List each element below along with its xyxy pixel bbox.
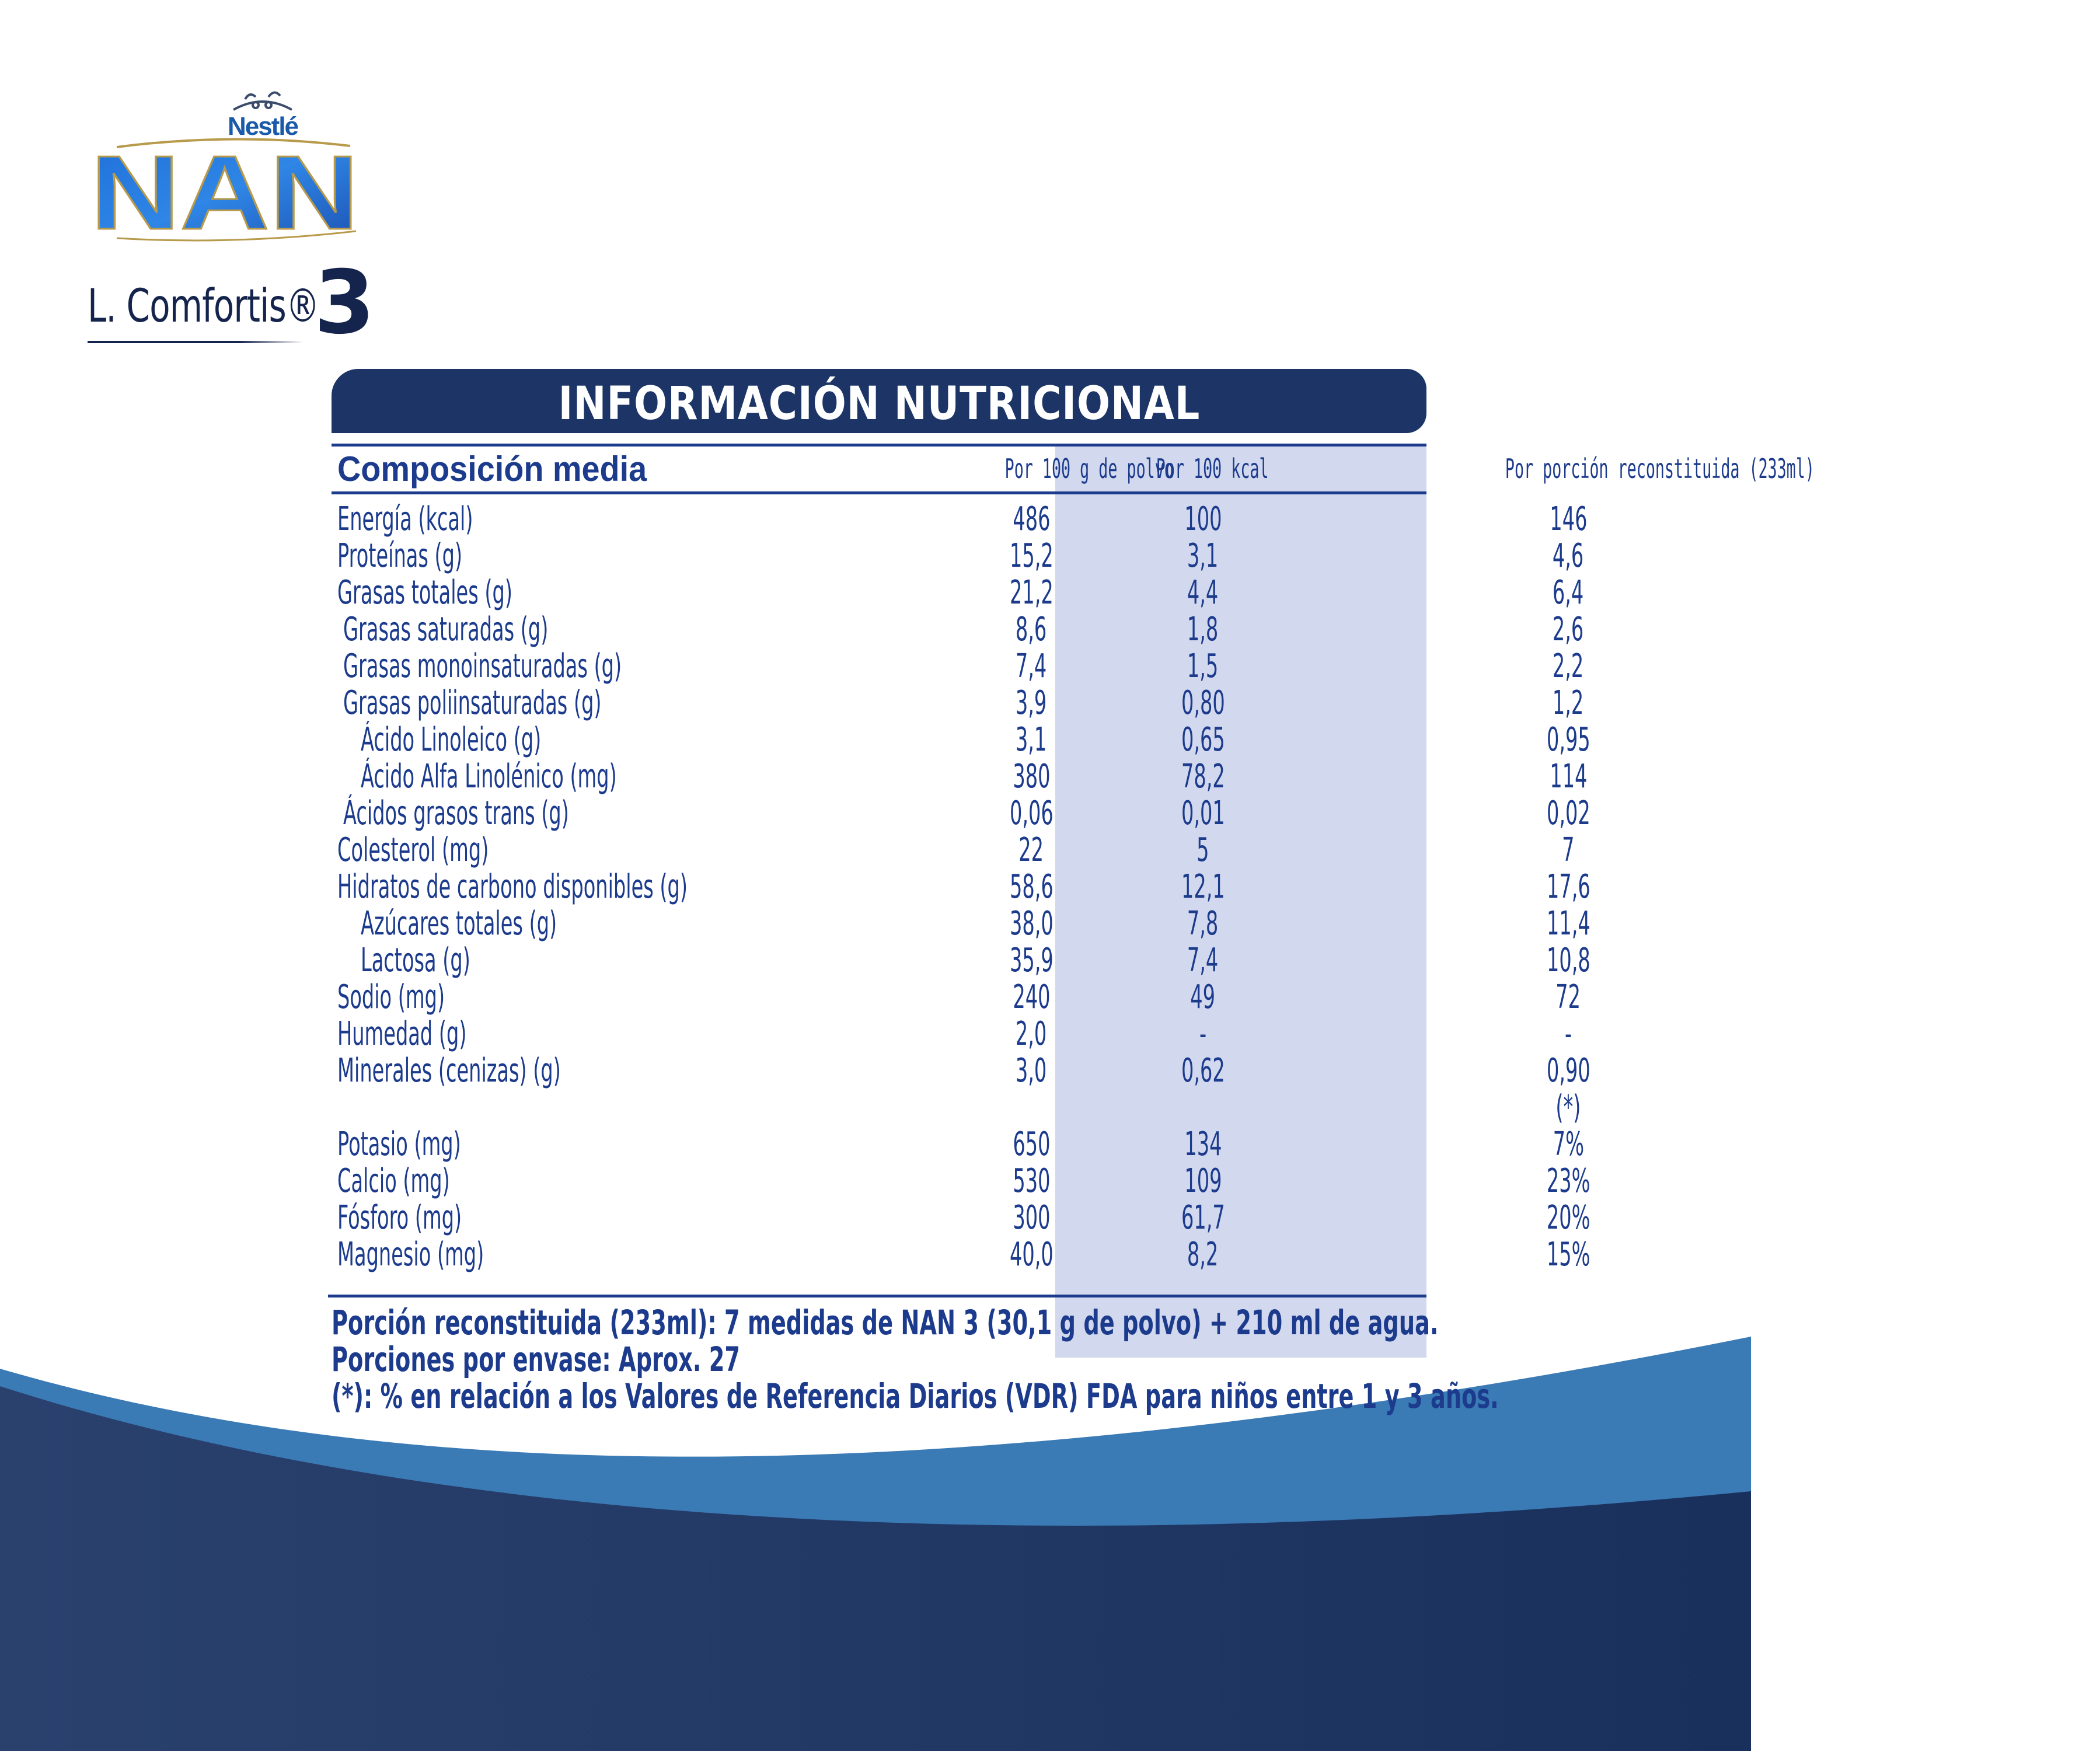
nutrient-label: Minerales (cenizas) (g)	[337, 1052, 561, 1090]
value-per-portion: 4,6	[1553, 537, 1584, 575]
table-row	[332, 721, 1590, 759]
value-per-portion: 0,90	[1546, 1052, 1590, 1090]
value-per-portion: (*)	[1555, 1089, 1581, 1126]
value-per-portion: 7%	[1553, 1125, 1584, 1163]
value-per-100g	[944, 1089, 1119, 1126]
value-per-100kcal: 0,80	[1181, 684, 1225, 722]
nutrient-label: Sodio (mg)	[337, 978, 445, 1016]
value-per-100kcal: 61,7	[1181, 1199, 1225, 1237]
table-row	[332, 684, 1584, 722]
nutrient-label: Ácido Alfa Linolénico (mg)	[361, 758, 617, 796]
header-rule-bottom	[332, 491, 1426, 494]
header-per-100kcal: Por 100 kcal	[1156, 453, 1269, 484]
value-per-100g: 21,2	[1009, 574, 1054, 612]
value-per-100kcal: 12,1	[1181, 868, 1225, 906]
value-per-100kcal: 4,4	[1187, 574, 1219, 612]
table-row	[332, 831, 1575, 869]
value-per-100kcal: 5	[1196, 831, 1209, 869]
nutrient-label: Ácidos grasos trans (g)	[343, 794, 569, 832]
value-per-portion: 72	[1555, 978, 1581, 1016]
nutrient-label: Humedad (g)	[337, 1015, 467, 1053]
value-per-portion: 7	[1562, 831, 1575, 869]
product-underline	[88, 341, 304, 343]
table-row	[332, 1089, 1581, 1126]
nutrient-label: Grasas saturadas (g)	[343, 611, 549, 648]
nutrient-label: Fósforo (mg)	[337, 1199, 462, 1237]
value-per-portion: 23%	[1546, 1162, 1590, 1200]
table-row	[332, 537, 1584, 575]
table-row	[332, 758, 1588, 796]
value-per-100g: 22	[1018, 831, 1044, 869]
value-per-100kcal: 8,2	[1187, 1236, 1219, 1274]
table-row	[332, 574, 1584, 612]
value-per-100g: 40,0	[1009, 1236, 1054, 1274]
value-per-100g: 7,4	[1016, 647, 1047, 685]
value-per-100kcal	[1115, 1089, 1290, 1126]
value-per-100kcal: 49	[1190, 978, 1216, 1016]
brand-logo	[82, 82, 385, 354]
nutrient-label: Grasas totales (g)	[337, 574, 512, 612]
footnote-reference: (*): % en relación a los Valores de Referencia Diarios (VDR) FDA para niños entre 1 y 3 años.	[332, 1376, 1499, 1416]
nutrition-rows	[332, 500, 1590, 1274]
nutrient-label: Lactosa (g)	[361, 941, 470, 979]
value-per-portion: 146	[1549, 500, 1588, 538]
value-per-portion: 15%	[1546, 1236, 1590, 1274]
value-per-portion: 17,6	[1546, 868, 1590, 906]
value-per-100kcal: 1,8	[1187, 611, 1219, 648]
table-row	[332, 1052, 1590, 1090]
footnote-portion: Porción reconstituida (233ml): 7 medidas de NAN 3 (30,1 g de polvo) + 210 ml de agua.	[332, 1303, 1439, 1342]
nutrient-label: Colesterol (mg)	[337, 831, 489, 869]
value-per-100kcal: 78,2	[1181, 758, 1225, 796]
product-line	[88, 252, 391, 354]
table-row	[332, 1015, 1572, 1053]
value-per-100g: 0,06	[1009, 794, 1054, 832]
value-per-portion: 10,8	[1546, 941, 1590, 979]
value-per-100g: 650	[1012, 1125, 1051, 1163]
value-per-100kcal: 109	[1184, 1162, 1222, 1200]
table-row	[332, 611, 1584, 648]
value-per-100g: 380	[1012, 758, 1051, 796]
value-per-100g: 2,0	[1016, 1015, 1047, 1053]
value-per-100g: 15,2	[1009, 537, 1054, 575]
nan-logo-text: NAN	[90, 134, 359, 252]
product-name: L. Comfortis®	[88, 280, 319, 333]
value-per-100kcal: 100	[1184, 500, 1222, 538]
table-row	[332, 1125, 1584, 1163]
value-per-100kcal: 0,62	[1181, 1052, 1225, 1090]
value-per-100g: 3,1	[1016, 721, 1047, 759]
nan-logo	[82, 128, 374, 252]
value-per-100g: 58,6	[1009, 868, 1054, 906]
value-per-100kcal: 1,5	[1187, 647, 1219, 685]
nutrient-label: Potasio (mg)	[337, 1125, 461, 1163]
header-per-portion: Por porción reconstituida (233ml)	[1505, 453, 1815, 484]
value-per-portion: 2,2	[1553, 647, 1584, 685]
nutrient-label: Ácido Linoleico (g)	[361, 721, 542, 759]
value-per-100g: 300	[1012, 1199, 1051, 1237]
value-per-portion: 0,02	[1546, 794, 1590, 832]
footnote-servings: Porciones por envase: Aprox. 27	[332, 1340, 741, 1379]
stage-number: 3	[314, 252, 375, 354]
table-row	[332, 905, 1590, 943]
value-per-100g: 486	[1012, 500, 1051, 538]
table-row	[332, 647, 1584, 685]
nutrient-label: Grasas poliinsaturadas (g)	[343, 684, 602, 722]
value-per-100g: 35,9	[1009, 941, 1054, 979]
value-per-portion: 6,4	[1553, 574, 1584, 612]
value-per-100g: 8,6	[1016, 611, 1047, 648]
nestle-nest-icon	[181, 82, 344, 117]
value-per-100kcal: 7,4	[1187, 941, 1219, 979]
value-per-100kcal: 7,8	[1187, 905, 1219, 943]
nutrient-label: Hidratos de carbono disponibles (g)	[337, 868, 688, 906]
nutrient-label: Grasas monoinsaturadas (g)	[343, 647, 622, 685]
value-per-100kcal: -	[1199, 1015, 1207, 1053]
nutrient-label: Azúcares totales (g)	[361, 905, 557, 943]
footer-rule	[328, 1295, 1426, 1297]
value-per-100g: 38,0	[1009, 905, 1054, 943]
value-per-100kcal: 134	[1184, 1125, 1222, 1163]
value-per-100g: 3,9	[1016, 684, 1047, 722]
table-row	[332, 868, 1590, 906]
table-row	[332, 1236, 1590, 1274]
value-per-portion: -	[1564, 1015, 1572, 1053]
value-per-100kcal: 3,1	[1187, 537, 1219, 575]
table-title: INFORMACIÓN NUTRICIONAL	[558, 378, 1200, 430]
value-per-portion: 0,95	[1546, 721, 1590, 759]
value-per-100g: 240	[1012, 978, 1051, 1016]
value-per-portion: 11,4	[1546, 905, 1590, 943]
table-row	[332, 1199, 1590, 1237]
table-row	[332, 978, 1581, 1016]
value-per-portion: 114	[1549, 758, 1588, 796]
nestle-wordmark: Nestlé	[227, 112, 298, 141]
value-per-portion: 1,2	[1553, 684, 1584, 722]
value-per-portion: 2,6	[1553, 611, 1584, 648]
value-per-100g: 3,0	[1016, 1052, 1047, 1090]
table-row	[332, 794, 1590, 832]
table-row	[332, 500, 1588, 538]
header-per-100g: Por 100 g de polvo	[1004, 453, 1174, 484]
table-row	[332, 941, 1590, 979]
nutrient-label: Energía (kcal)	[337, 500, 473, 538]
value-per-portion: 20%	[1546, 1199, 1590, 1237]
nutrient-label: Proteínas (g)	[337, 537, 463, 575]
nutrient-label: Calcio (mg)	[337, 1162, 450, 1200]
nutrient-label: Magnesio (mg)	[337, 1236, 484, 1274]
table-row	[332, 1162, 1590, 1200]
value-per-100g: 530	[1012, 1162, 1051, 1200]
header-composition: Composición media	[337, 449, 647, 489]
value-per-100kcal: 0,65	[1181, 721, 1225, 759]
value-per-100kcal: 0,01	[1181, 794, 1225, 832]
